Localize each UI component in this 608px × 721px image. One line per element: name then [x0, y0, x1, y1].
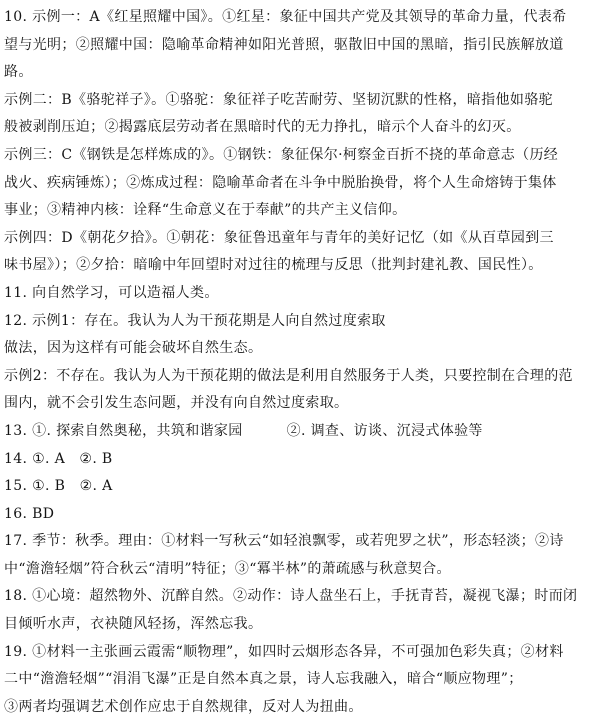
answer-17-line-1: 17. 季节：秋季。理由：①材料一写秋云“如轻浪飘零，或若兜罗之状”，形态轻淡；②诗 — [4, 533, 564, 550]
answer-15-line: 15. ①. B ②. A — [4, 478, 113, 495]
answer-13-line — [4, 418, 600, 446]
answer-13-part-1: 13. ①. 探索自然奥秘，共筑和谐家园 — [4, 422, 243, 439]
answer-13-part-2: ②. 调查、访谈、沉浸式体验等 — [286, 422, 483, 439]
example-2-line-1: 示例二：B《骆驼祥子》。①骆驼：象征祥子吃苦耐劳、坚韧沉默的性格，暗指他如骆驼 — [4, 91, 553, 108]
answer-19-line-2: 二中“澹澹轻烟”“涓涓飞瀑”正是自然本真之景，诗人忘我融入，暗合“顺应物理”； — [4, 671, 523, 688]
answer-12-example-2-line-1: 示例2：不存在。我认为人为干预花期的做法是利用自然服务于人类，只要控制在合理的范 — [4, 367, 573, 384]
answer-19-line-1: 19. ①材料一主张画云霞需“顺物理”，如四时云烟形态各异，不可强加色彩失真；②材料 — [4, 643, 564, 660]
answer-19-line-3: ③两者均强调艺术创作应忠于自然规律，反对人为扭曲。 — [4, 698, 363, 715]
example-3-line-1: 示例三：C《钢铁是怎样炼成的》。①钢铁：象征保尔·柯察金百折不挠的革命意志（历经 — [4, 146, 559, 163]
answer-14-line: 14. ①. A ②. B — [4, 450, 113, 467]
example-4-line-2: 味书屋》）；②夕拾：暗喻中年回望时对过往的梳理与反思（批判封建礼教、国民性）。 — [4, 257, 543, 274]
answer-16-line: 16. BD — [4, 505, 55, 522]
answer-10-line-2: 望与光明；②照耀中国：隐喻革命精神如阳光普照，驱散旧中国的黑暗，指引民族解放道 — [4, 36, 564, 53]
answer-10-line-1: 10. 示例一：A《红星照耀中国》。①红星：象征中国共产党及其领导的革命力量，代表希 — [4, 9, 567, 25]
answer-17-line-2: 中“澹澹轻烟”符合秋云“清明”特征；③“冪半林”的萧疏感与秋意契合。 — [4, 560, 451, 577]
example-3-line-2: 战火、疾病锤炼）；②炼成过程：隐喻革命者在斗争中脱胎换骨，将个人生命熔铸于集体 — [4, 174, 557, 191]
answer-18-line-1: 18. ①心境：超然物外、沉醉自然。②动作：诗人盘坐石上，手抚青苔，凝视飞瀑；时而闭 — [4, 588, 578, 605]
answer-12-example-2-line-2: 围内，就不会引发生态问题，并没有向自然过度索取。 — [4, 395, 349, 412]
example-4-line-1: 示例四：D《朝花夕拾》。①朝花：象征鲁迅童年与青年的美好记忆（如《从百草园到三 — [4, 229, 554, 246]
example-3-line-3: 事业；③精神内核：诠释“生命意义在于奉献”的共产主义信仰。 — [4, 202, 407, 219]
example-2-line-2: 般被剥削压迫；②揭露底层劳动者在黑暗时代的无力挣扎，暗示个人奋斗的幻灭。 — [4, 119, 521, 136]
answer-12-line-1: 12. 示例1：存在。我认为人为干预花期是人向自然过度索取 — [4, 312, 386, 329]
answer-11-line: 11. 向自然学习，可以造福人类。 — [4, 284, 219, 301]
answer-10-line-3: 路。 — [4, 64, 33, 81]
answer-document — [4, 4, 600, 721]
answer-12-line-2: 做法，因为这样有可能会破坏自然生态。 — [4, 340, 263, 357]
answer-18-line-2: 目倾听水声，衣袂随风轻扬，浑然忘我。 — [4, 616, 263, 633]
